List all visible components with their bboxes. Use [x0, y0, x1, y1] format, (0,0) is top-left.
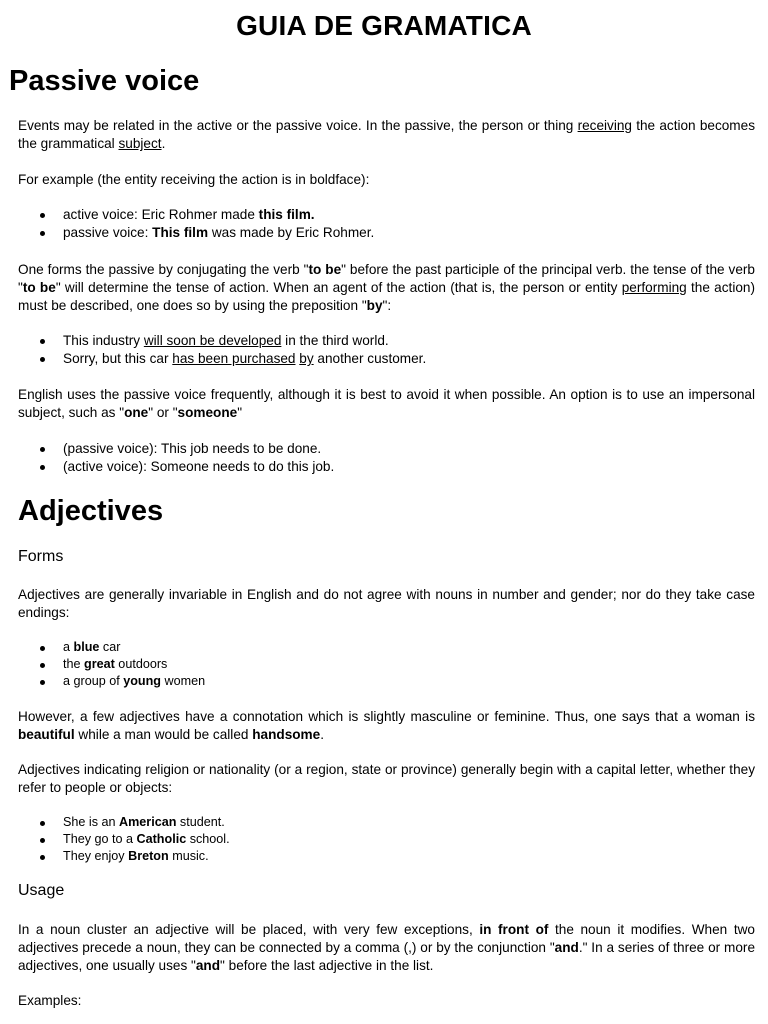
- text-run: This industry: [63, 333, 144, 348]
- text-run: car: [99, 640, 121, 654]
- text-run: They go to a: [63, 832, 137, 846]
- bullet-icon: [40, 680, 45, 685]
- gender-connotation-paragraph: [18, 708, 755, 744]
- text-run: (passive voice): This job needs to be done.: [63, 441, 322, 456]
- bold-text: great: [84, 657, 115, 671]
- text-run: active voice: Eric Rohmer made: [63, 207, 259, 222]
- bullet-icon: [40, 663, 45, 668]
- text-run: She is an: [63, 815, 120, 829]
- text-run: ": [237, 405, 243, 420]
- text-run: ." In a series of three or more adjectives, one usually uses ": [18, 940, 755, 973]
- text-run: was made by Eric Rohmer.: [208, 225, 375, 240]
- placement-paragraph: [18, 921, 755, 975]
- text-run: " before the last adjective in the list.: [220, 958, 434, 973]
- list-item: [18, 673, 755, 690]
- bullet-icon: [40, 447, 45, 452]
- receiving-link[interactable]: receiving: [577, 118, 632, 133]
- invariable-example-list: [18, 639, 755, 690]
- passive-formation-paragraph: [18, 261, 755, 315]
- developed-link[interactable]: will soon be developed: [143, 333, 282, 348]
- text-run: ":: [382, 298, 392, 313]
- bold-text: to be: [308, 262, 342, 277]
- text-run: " before the past participle of the principal verb. the tense of the verb ": [18, 262, 755, 295]
- list-item: [18, 350, 755, 368]
- bullet-icon: [40, 821, 45, 826]
- text-run: Sorry, but this car: [63, 351, 173, 366]
- text-run: student.: [176, 815, 225, 829]
- purchased-link[interactable]: has been purchased: [172, 351, 296, 366]
- text-run: while a man would be called: [74, 727, 253, 742]
- text-run: women: [161, 674, 206, 688]
- bullet-icon: [40, 357, 45, 362]
- passive-voice-heading: Passive voice: [9, 65, 200, 97]
- document-title: GUIA DE GRAMATICA: [236, 10, 532, 41]
- bold-text: to be: [22, 280, 56, 295]
- usage-subheading: Usage: [18, 882, 65, 899]
- text-run: Events may be related in the active or the passive voice. In the passive, the person or thing: [18, 118, 578, 133]
- text-run: English uses the passive voice frequently, although it is best to avoid it when possible. An option is to use an impersonal subject, such as ": [18, 387, 755, 420]
- bold-text: and: [195, 958, 221, 973]
- bold-text: young: [123, 674, 161, 688]
- text-run: In a noun cluster an adjective will be placed, with very few exceptions,: [18, 922, 480, 937]
- nationality-paragraph: Adjectives indicating religion or nationality (or a region, state or province) generally begin with a capital letter, whether they refer to people or objects:: [18, 762, 755, 795]
- text-run: in the third world.: [281, 333, 389, 348]
- text-run: " or ": [148, 405, 178, 420]
- text-run: the noun it modifies. When two adjectives precede a noun, they can be connected by a comma (,) or by the conjunction ": [18, 922, 755, 955]
- text-run: (active voice): Someone needs to do this job.: [63, 459, 335, 474]
- forms-subheading: Forms: [18, 548, 64, 565]
- list-item: [18, 848, 755, 865]
- bold-text: This film: [152, 225, 209, 240]
- text-run: the action becomes the grammatical: [18, 118, 755, 151]
- voice-example-list: [18, 206, 755, 242]
- text-run: music.: [168, 849, 209, 863]
- text-run: school.: [186, 832, 230, 846]
- list-item: [18, 639, 755, 656]
- bold-text: American: [119, 815, 177, 829]
- text-run: .: [161, 136, 166, 151]
- list-item: [18, 224, 755, 242]
- list-item: [18, 656, 755, 673]
- bullet-icon: [40, 339, 45, 344]
- example-intro-paragraph: For example (the entity receiving the action is in boldface):: [18, 172, 370, 187]
- list-item: [18, 440, 755, 458]
- by-link[interactable]: by: [299, 351, 314, 366]
- text-run: .: [320, 727, 324, 742]
- passive-usage-paragraph: [18, 386, 755, 422]
- examples-label: Examples:: [18, 993, 82, 1008]
- agent-example-list: [18, 332, 755, 368]
- list-item: [18, 206, 755, 224]
- list-item: [18, 814, 755, 831]
- bullet-icon: [40, 646, 45, 651]
- impersonal-example-list: [18, 440, 755, 476]
- bullet-icon: [40, 213, 45, 218]
- bold-text: this film.: [258, 207, 315, 222]
- subject-link[interactable]: subject: [118, 136, 162, 151]
- adjectives-heading: Adjectives: [18, 495, 164, 527]
- text-run: another customer.: [313, 351, 427, 366]
- text-run: a: [63, 640, 74, 654]
- bold-text: in front of: [479, 922, 549, 937]
- bold-text: blue: [73, 640, 100, 654]
- text-run: the: [63, 657, 85, 671]
- text-run: passive voice:: [63, 225, 153, 240]
- bold-text: Breton: [128, 849, 169, 863]
- text-run: a group of: [63, 674, 124, 688]
- bold-text: beautiful: [18, 727, 75, 742]
- bold-text: Catholic: [136, 832, 187, 846]
- text-run: They enjoy: [63, 849, 129, 863]
- bold-text: and: [554, 940, 579, 955]
- list-item: [18, 831, 755, 848]
- text-run: the action) must be described, one does so by using the preposition ": [18, 280, 755, 313]
- bold-text: by: [366, 298, 383, 313]
- text-run: " will determine the tense of action. When an agent of the action (that is, the person or entity: [55, 280, 622, 295]
- list-item: [18, 458, 755, 476]
- performing-link[interactable]: performing: [621, 280, 687, 295]
- nationality-example-list: [18, 814, 755, 865]
- bold-text: someone: [177, 405, 238, 420]
- text-run: outdoors: [114, 657, 168, 671]
- passive-intro-paragraph: [18, 117, 755, 153]
- bullet-icon: [40, 838, 45, 843]
- bullet-icon: [40, 465, 45, 470]
- bold-text: handsome: [252, 727, 321, 742]
- list-item: [18, 332, 755, 350]
- invariable-paragraph: Adjectives are generally invariable in English and do not agree with nouns in number and gender; nor do they take case endings:: [18, 587, 755, 620]
- bullet-icon: [40, 855, 45, 860]
- text-run: One forms the passive by conjugating the verb ": [18, 262, 309, 277]
- text-run: However, a few adjectives have a connotation which is slightly masculine or feminine. Thus, one says that a woman is: [18, 709, 755, 724]
- bullet-icon: [40, 231, 45, 236]
- bold-text: one: [124, 405, 149, 420]
